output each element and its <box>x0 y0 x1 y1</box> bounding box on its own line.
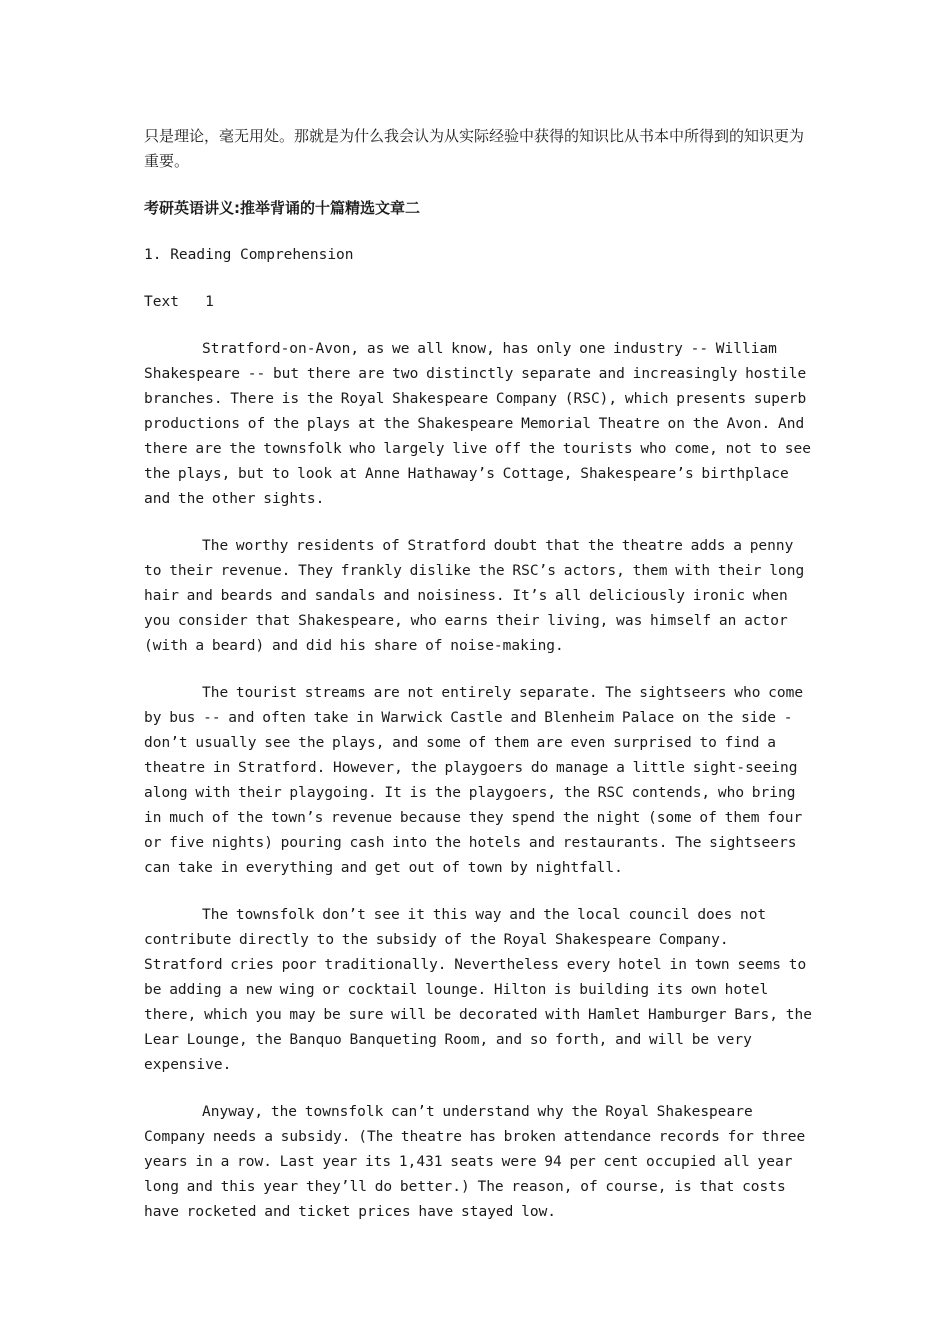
paragraph-1: Stratford-on-Avon, as we all know, has only one industry -- William Shakespeare -- but there are two distinctly separate and increasingly hostile branches. There is the Royal Shakespeare Company (RSC), which presents superb productions of the plays at the Shakespeare Memorial Theatre on the Avon. And there are the townsfolk who largely live off the tourists who come, not to see the plays, but to look at Anne Hathaway’s Cottage, Shakespeare’s birthplace and the other sights. <box>144 341 811 507</box>
paragraph-2: The worthy residents of Stratford doubt that the theatre adds a penny to their revenue. They frankly dislike the RSC’s actors, them with their long hair and beards and sandals and noisiness. It’s all deliciously ironic when you consider that Shakespeare, who earns their living, was himself an actor (with a beard) and did his share of noise-making. <box>144 538 805 654</box>
section-heading: 考研英语讲义:推举背诵的十篇精选文章二 <box>144 199 421 217</box>
document-page <box>144 124 814 1225</box>
intro-paragraph: 只是理论，毫无用处。那就是为什么我会认为从实际经验中获得的知识比从书本中所得到的知识更为重要。 <box>144 127 805 170</box>
paragraph-4: The townsfolk don’t see it this way and the local council does not contribute directly to the subsidy of the Royal Shakespeare Company. Stratford cries poor traditionally. Nevertheless every hotel in town seems to be adding a new wing or cocktail lounge. Hilton is building its own hotel there, which you may be sure will be decorated with Hamlet Hamburger Bars, the Lear Lounge, the Banquo Banqueting Room, and so forth, and will be very expensive. <box>144 907 812 1073</box>
paragraph-3: The tourist streams are not entirely separate. The sightseers who come by bus -- and often take in Warwick Castle and Blenheim Palace on the side -don’t usually see the plays, and some of them are even surprised to find a theatre in Stratford. However, the playgoers do manage a little sight-seeing along with their playgoing. It is the playgoers, the RSC contends, who bring in much of the town’s revenue because they spend the night (some of them four or five nights) pouring cash into the hotels and restaurants. The sightseers can take in everything and get out of town by nightfall. <box>144 685 804 876</box>
text-label: Text 1 <box>144 294 214 310</box>
subheading: 1. Reading Comprehension <box>144 247 354 263</box>
paragraph-5: Anyway, the townsfolk can’t understand why the Royal Shakespeare Company needs a subsidy. (The theatre has broken attendance records for three years in a row. Last year its 1,431 seats were 94 per cent occupied all year long and this year they’ll do better.) The reason, of course, is that costs have rocketed and ticket prices have stayed low. <box>144 1104 806 1220</box>
